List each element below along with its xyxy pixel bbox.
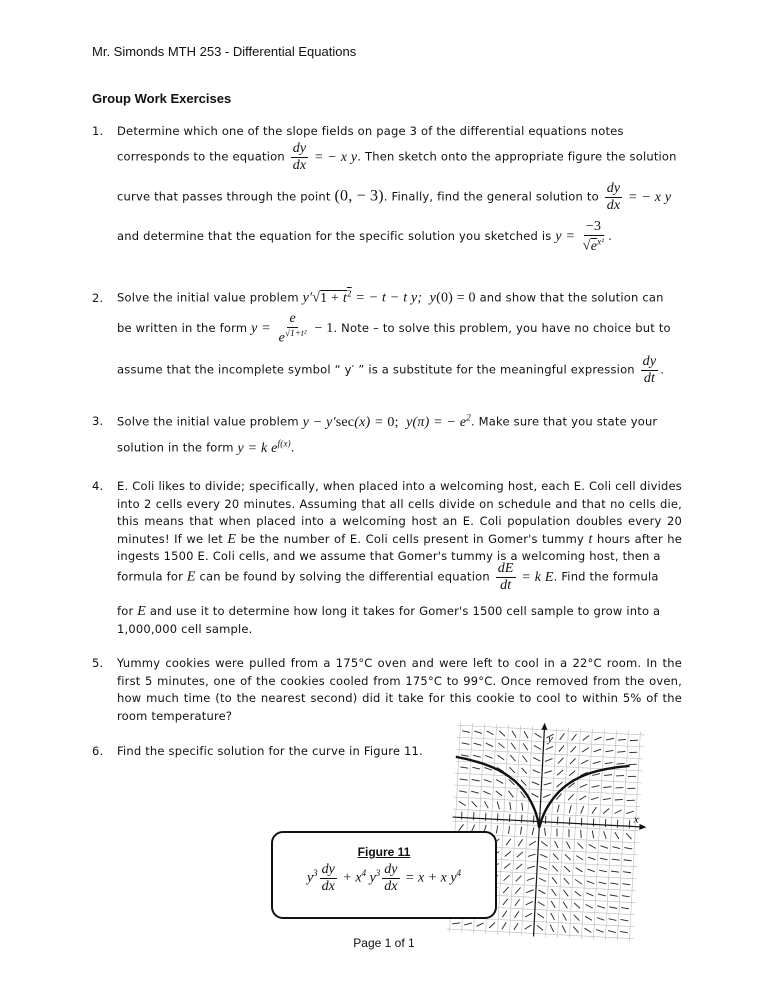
slope-segment: [618, 739, 626, 741]
slope-segment: [591, 797, 599, 800]
problem-2-number: 2.: [92, 291, 104, 305]
slope-segment: [497, 755, 504, 760]
slope-segment: [518, 839, 522, 846]
page-header: Mr. Simonds MTH 253 - Differential Equations: [92, 44, 357, 59]
slope-segment: [615, 799, 623, 800]
problem-1-line-1: Determine which one of the slope fields on page 3 of the differential equations notes: [117, 124, 624, 138]
slope-segment: [531, 793, 538, 797]
problem-3-number: 3.: [92, 414, 104, 428]
slope-segment: [568, 829, 569, 837]
slope-segment: [484, 801, 489, 808]
problem-5-text: Yummy cookies were pulled from a 175°C oven and were left to cool in a 22°C room. In the first 5 minutes, one of the cookies cooled from 175°C to 99°C. Once removed from the oven, how much time (to the nearest second) did it take for this cookie to cool to within 5% of the room temperature?: [117, 656, 682, 723]
slope-segment: [611, 871, 619, 872]
x-axis-label: x: [633, 813, 639, 826]
section-title: Group Work Exercises: [92, 91, 232, 106]
slope-segment: [516, 875, 522, 881]
slope-segment: [622, 896, 630, 897]
slope-segment: [560, 733, 565, 740]
slope-segment: [597, 906, 605, 908]
slope-segment: [593, 761, 601, 764]
slope-segment: [556, 782, 562, 788]
slope-segment: [509, 826, 510, 834]
slope-segment: [489, 922, 495, 928]
y-axis-label: y: [547, 732, 554, 746]
slope-segment: [620, 919, 628, 920]
slope-segment: [610, 895, 618, 896]
grid-line: [605, 730, 616, 940]
slope-segment: [544, 782, 552, 785]
slope-segment: [459, 791, 467, 792]
slope-segment: [588, 857, 596, 860]
slope-segment: [577, 843, 583, 849]
problem-6-text: Find the specific solution for the curve in Figure 11.: [117, 744, 423, 758]
slope-segment: [603, 808, 609, 814]
slope-segment: [502, 910, 507, 917]
problem-2-line-1: Solve the initial value problem $y'√1 + t^2$ = − t − t y; y(0) = 0 and show that the solution can: [117, 288, 664, 306]
slope-segment: [532, 782, 540, 785]
slope-segment: [510, 755, 516, 761]
grid-line: [557, 728, 568, 938]
problem-5-number: 5.: [92, 656, 104, 670]
slope-segment: [624, 860, 632, 861]
slope-segment: [587, 881, 595, 884]
grid-line: [629, 732, 640, 942]
slope-segment: [514, 911, 518, 918]
slope-segment: [603, 786, 611, 788]
slope-segment: [504, 875, 510, 881]
slope-segment: [545, 816, 546, 824]
problem-4-number: 4.: [92, 479, 104, 493]
slope-segment: [587, 869, 595, 872]
slope-segment: [569, 770, 575, 776]
slope-segment: [564, 866, 570, 872]
slope-segment: [573, 927, 579, 933]
slope-segment: [503, 887, 509, 893]
slope-segment: [562, 914, 567, 921]
slope-segment: [464, 923, 472, 926]
slope-segment: [582, 747, 589, 752]
slope-segment: [521, 803, 523, 811]
slope-segment: [533, 815, 534, 823]
slope-segment: [486, 731, 493, 735]
slope-segment: [476, 923, 483, 927]
problem-4-text: E. Coli likes to divide; specifically, when placed into a welcoming host, each E. Coli cell divides into 2 cells every 20 minutes. Assuming that all cells divide on schedule and that no cells die, this means that when placed into a welcoming host an E. Coli population doubles every 20 minutes! If we let E be the number of E. Coli cells present in Gomer's tummy t hours after he ingests 1500 E. Coli cells, and we assume that Gomer's tummy is a welcoming host, then a: [117, 479, 683, 563]
slope-segment: [508, 791, 514, 797]
slope-segment: [471, 791, 479, 793]
slope-segment: [570, 758, 576, 764]
slope-segment: [598, 894, 606, 896]
slope-segment: [509, 802, 511, 810]
slope-segment: [557, 770, 563, 776]
slope-segment: [544, 770, 552, 773]
slope-segment: [514, 923, 518, 930]
slope-segment: [506, 838, 511, 845]
slope-segment: [585, 916, 592, 920]
slope-segment: [523, 743, 528, 750]
slope-segment: [574, 903, 580, 908]
slope-segment: [615, 810, 622, 814]
slope-segment: [600, 858, 608, 860]
slope-segment: [496, 779, 503, 783]
slope-segment: [521, 780, 527, 786]
slope-segment: [594, 749, 602, 752]
grid-line: [510, 725, 521, 935]
slope-segment: [504, 863, 510, 869]
slope-segment: [626, 833, 632, 839]
slope-segment: [629, 752, 637, 753]
slope-segment: [461, 743, 469, 745]
slope-segment: [599, 870, 607, 872]
slope-segment: [557, 817, 558, 825]
slope-segment: [509, 767, 515, 773]
slope-segment: [623, 872, 631, 873]
slope-segment: [616, 775, 624, 776]
slope-segment: [524, 731, 529, 738]
slope-segment: [627, 788, 635, 789]
slope-segment: [609, 907, 617, 909]
slope-segment: [585, 905, 593, 909]
slope-segment: [516, 864, 522, 870]
slope-segment: [474, 743, 482, 745]
slope-segment: [556, 829, 557, 837]
slope-segment: [573, 915, 579, 921]
slope-segment: [553, 854, 559, 860]
problem-4-line-5: formula for E can be found by solving the differential equation $\frac{dE}{dt}$ = k E. Find the formula: [117, 561, 659, 593]
slope-segment: [552, 866, 558, 872]
slope-segment: [552, 877, 558, 883]
slope-segment: [581, 806, 584, 814]
slope-segment: [558, 757, 564, 763]
slope-segment: [629, 764, 637, 765]
slope-segment: [622, 884, 630, 885]
problem-4-line-7: 1,000,000 cell sample.: [117, 622, 253, 636]
slope-segment: [473, 755, 481, 757]
slope-segment: [617, 751, 625, 753]
slope-segment: [527, 878, 535, 881]
slope-segment: [604, 774, 612, 776]
slope-segment: [624, 848, 632, 849]
slope-segment: [537, 914, 544, 919]
slope-segment: [565, 854, 571, 860]
slope-segment: [589, 844, 596, 848]
slope-segment: [503, 899, 508, 906]
slope-segment: [568, 794, 574, 800]
slope-segment: [474, 731, 482, 733]
slope-segment: [551, 889, 556, 896]
problem-3-line-1: Solve the initial value problem y − y′sec(x) = 0; y(π) = − $e^2$. Make sure that you state your: [117, 412, 658, 430]
slope-segment: [586, 893, 594, 896]
slope-segment: [525, 913, 532, 918]
slope-segment: [608, 931, 616, 933]
slope-segment: [540, 854, 548, 857]
slope-segment: [483, 791, 491, 794]
slope-segment: [594, 737, 601, 741]
slope-segment: [521, 768, 527, 774]
slope-segment: [460, 779, 468, 780]
slope-segment: [459, 824, 464, 831]
slope-segment: [538, 902, 545, 906]
slope-segment: [545, 758, 553, 762]
slope-segment: [509, 814, 510, 822]
problem-1-line-2: corresponds to the equation $\frac{dy}{dx}$ = − x y. Then sketch onto the appropriate figure the solution: [117, 141, 677, 173]
slope-segment: [471, 801, 477, 807]
slope-segment: [603, 798, 611, 800]
slope-segment: [484, 780, 492, 783]
slope-segment: [533, 758, 541, 762]
slope-segment: [598, 882, 606, 884]
slope-segment: [621, 908, 629, 909]
slope-segment: [543, 794, 550, 798]
problem-1-line-4: and determine that the equation for the specific solution you sketched is y = $\frac{-3}{√e^{x^2}}$ .: [117, 219, 613, 254]
slope-segment: [596, 930, 604, 933]
slope-segment: [574, 891, 581, 896]
slope-segment: [460, 767, 468, 768]
slope-segment: [562, 925, 566, 932]
slope-segment: [551, 901, 556, 908]
slope-segment: [544, 828, 546, 836]
slope-segment: [517, 852, 523, 858]
slope-segment: [612, 859, 620, 860]
slope-segment: [485, 755, 493, 758]
slope-segment: [541, 842, 548, 847]
slope-segment: [528, 854, 536, 857]
slope-segment: [459, 801, 466, 805]
slope-segment: [539, 878, 547, 881]
slope-segment: [557, 805, 559, 813]
slope-segment: [583, 735, 589, 741]
slope-segment: [550, 925, 554, 932]
slope-segment: [591, 785, 599, 788]
slope-segment: [579, 795, 586, 800]
slope-segment: [569, 805, 571, 813]
slope-segment: [592, 830, 594, 838]
slope-segment: [610, 883, 618, 884]
slope-segment: [529, 841, 536, 846]
slope-segment: [620, 931, 628, 932]
slope-segment: [515, 887, 520, 894]
slope-segment: [564, 878, 570, 884]
slope-segment: [606, 738, 614, 740]
slope-segment: [627, 800, 635, 801]
slope-segment: [571, 746, 576, 752]
slope-segment: [525, 925, 532, 930]
slope-segment: [521, 815, 522, 823]
slope-segment: [522, 756, 528, 762]
slope-segment: [605, 750, 613, 752]
slope-segment: [496, 825, 497, 833]
slope-segment: [512, 731, 517, 738]
slope-segment: [521, 827, 522, 835]
slope-segment: [597, 918, 605, 921]
slope-segment: [563, 902, 568, 909]
slope-segment: [575, 868, 582, 872]
slope-segment: [511, 743, 516, 749]
slope-segment: [612, 847, 620, 849]
problem-4-line-6: for E and use it to determine how long it takes for Gomer's 1500 cell sample to grow into a: [117, 604, 661, 619]
slope-segment: [532, 770, 540, 773]
slope-segment: [539, 866, 547, 869]
slope-segment: [615, 832, 620, 839]
slope-segment: [462, 731, 470, 733]
slope-segment: [584, 928, 591, 932]
slope-segment: [617, 763, 625, 764]
slope-segment: [526, 889, 533, 893]
slope-segment: [461, 755, 469, 756]
slope-segment: [592, 807, 597, 814]
figure-equation: $y^3$ $\frac{dy}{dx}$ + $x^4$ $y^3$ $\frac{dy}{dx}$ = x + x $y^4$: [306, 862, 462, 894]
slope-segment: [452, 922, 460, 924]
slope-segment: [526, 901, 533, 905]
slope-segment: [609, 919, 617, 921]
grid-line: [593, 730, 604, 940]
slope-segment: [628, 776, 636, 777]
slope-segment: [505, 851, 511, 857]
slope-segment: [546, 746, 553, 750]
slope-segment: [502, 922, 506, 929]
slope-segment: [538, 890, 545, 894]
slope-segment: [550, 913, 554, 920]
slope-segment: [496, 791, 503, 796]
slope-segment: [534, 745, 541, 749]
slope-segment: [534, 733, 541, 737]
slope-segment: [569, 817, 570, 825]
slope-segment: [575, 879, 582, 884]
slope-segment: [472, 767, 480, 769]
slope-segment: [580, 784, 587, 788]
slope-segment: [563, 890, 569, 896]
slope-segment: [581, 760, 588, 765]
slope-segment: [626, 811, 634, 814]
problem-2-line-2: be written in the form y = $\frac{e}{e^{√1+t^2}}$ − 1. Note – to solve this problem, you have no choice but to: [117, 311, 671, 346]
page-footer: Page 1 of 1: [353, 936, 415, 950]
problem-1-line-3: curve that passes through the point (0, − 3). Finally, find the general solution to $\frac{dy}{dx}$ = − x y: [117, 181, 672, 213]
slope-segment: [527, 866, 535, 869]
slope-segment: [515, 899, 520, 906]
slope-segment: [605, 762, 613, 764]
problem-6-number: 6.: [92, 744, 104, 758]
slope-segment: [498, 743, 505, 748]
slope-segment: [554, 841, 558, 848]
slope-segment: [559, 745, 564, 752]
slope-segment: [630, 740, 638, 741]
figure-caption-box: [271, 831, 497, 919]
problem-2-line-3: assume that the incomplete symbol “ y′ ” is a substitute for the meaningful expression $\frac{dy}{dt}$ .: [117, 354, 665, 386]
slope-segment: [532, 827, 534, 835]
problem-1-number: 1.: [92, 124, 104, 138]
slope-segment: [600, 846, 608, 849]
problem-3-line-2: solution in the form y = k $e^{f(x)}$.: [117, 438, 295, 456]
slope-segment: [472, 779, 480, 781]
slope-segment: [592, 773, 600, 776]
slope-segment: [537, 925, 544, 930]
slope-segment: [580, 830, 581, 838]
figure-title: Figure 11: [357, 845, 411, 859]
slope-segment: [576, 856, 583, 860]
slope-segment: [615, 787, 623, 788]
slope-segment: [572, 734, 577, 741]
grid-line: [617, 731, 628, 941]
slope-segment: [499, 731, 505, 737]
slope-segment: [566, 842, 571, 849]
slope-segment: [603, 831, 606, 839]
slope-segment: [497, 802, 500, 810]
slope-segment: [486, 743, 494, 746]
